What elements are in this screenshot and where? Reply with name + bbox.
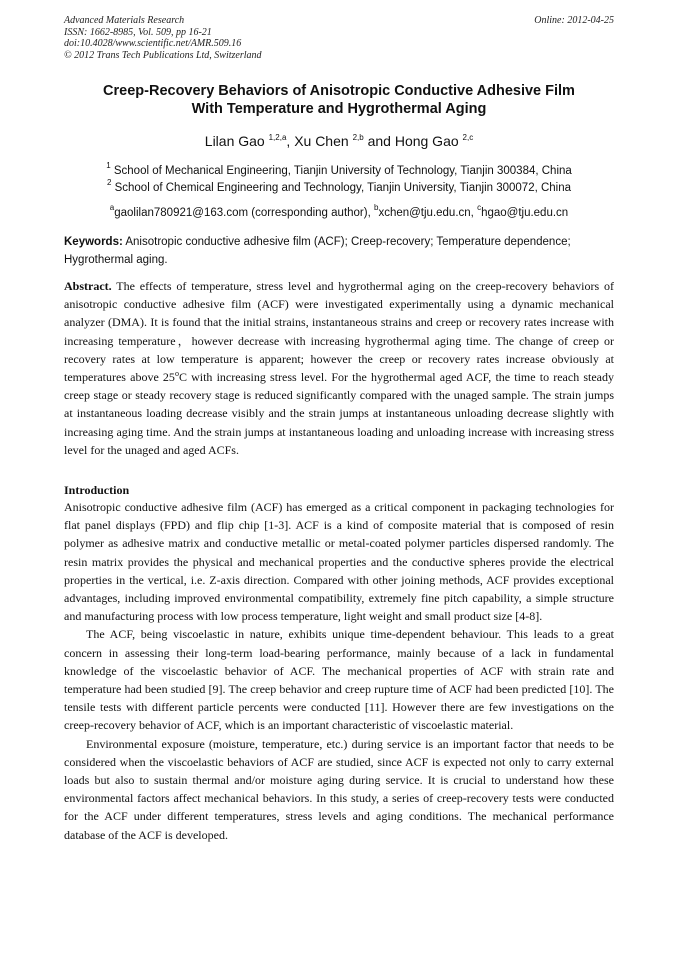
journal-name: Advanced Materials Research <box>64 15 185 26</box>
issn-line: ISSN: 1662-8985, Vol. 509, pp 16-21 <box>64 26 212 38</box>
title-line-2: With Temperature and Hygrothermal Aging <box>191 101 487 117</box>
doi-line: doi:10.4028/www.scientific.net/AMR.509.16 <box>64 38 242 49</box>
title-line-1: Creep-Recovery Behaviors of Anisotropic Conductive Adhesive Film <box>103 83 575 99</box>
keywords-text: Anisotropic conductive adhesive film (ACF); Creep-recovery; Temperature dependence; Hygrothermal aging. <box>64 236 571 266</box>
affiliation-text: School of Chemical Engineering and Technology, Tianjin University, Tianjin 300072, China <box>114 182 572 194</box>
intro-paragraph-2: The ACF, being viscoelastic in nature, exhibits unique time-dependent behaviour. This leads to a great concern in assessing their long-term load-bearing performance, mainly because of a lack in fundamental knowledge of the viscoelastic behavior of ACF. The mechanical properties of ACF with strain rate and temperature had been studied [9]. The creep behavior and creep rupture time of ACF had been predicted [10]. The tensile tests with different particle percents were conducted [11]. However there are few investigations on the creep-recovery behavior of ACF, which is an important characteristic of viscoelastic material. <box>64 627 614 733</box>
affiliation-text: School of Mechanical Engineering, Tianjin University of Technology, Tianjin 300384, China <box>113 165 572 177</box>
affiliation-marker: 1 <box>106 161 111 170</box>
keywords <box>64 233 614 269</box>
degree-superscript: o <box>174 369 179 379</box>
author-emails <box>64 203 614 220</box>
abstract-paragraph <box>64 277 614 459</box>
author-affiliation-marker: 2,b <box>352 133 364 142</box>
author-affiliation-marker: 2,c <box>462 133 474 142</box>
journal-header <box>64 15 614 61</box>
email-text: gaolilan780921@163.com (corresponding author), <box>114 207 374 219</box>
email-text: hgao@tju.edu.cn <box>481 207 569 219</box>
online-date: Online: 2012-04-25 <box>534 15 614 26</box>
email-marker: b <box>373 203 379 212</box>
email-marker: c <box>477 203 482 212</box>
affiliation-marker: 2 <box>106 178 112 187</box>
abstract-label: Abstract. <box>64 279 112 293</box>
author-name: Xu Chen <box>294 133 349 149</box>
author-list <box>64 132 614 150</box>
abstract <box>64 277 614 459</box>
copyright-line: © 2012 Trans Tech Publications Ltd, Switzerland <box>64 49 262 61</box>
email-text: xchen@tju.edu.cn, <box>378 207 478 219</box>
affiliation-2 <box>64 178 614 195</box>
introduction-body <box>64 498 614 844</box>
abstract-text-continued: C with increasing stress level. For the hygrothermal aged ACF, the time to reach steady creep stage or steady recovery stage is reduced significantly compared with the unaged sample. The strain jumps at instantaneous loading decrease visibly and the strain jumps at instantaneous unloading decrease slightly with increasing aging time. And the strain jumps at instantaneous loading and unloading increase with increasing stress level for the unaged and aged ACFs. <box>64 370 614 457</box>
author-separator: , <box>286 133 295 149</box>
affiliation-1 <box>64 161 614 178</box>
intro-paragraph-3: Environmental exposure (moisture, temperature, etc.) during service is an important factor that needs to be considered when the viscoelastic behaviors of ACF are studied, since ACF is expected not only to carry external loads but also to sustain thermal and/or moisture aging during service. It is crucial to understand how these environmental factors affect mechanical behaviors. In this study, a series of creep-recovery tests were conducted for the ACF under different temperatures, stress levels and aging conditions. The mechanical performance database of the ACF is developed. <box>64 736 614 842</box>
keywords-label: Keywords: <box>64 236 123 248</box>
author-name: Hong Gao <box>394 133 459 149</box>
section-heading-introduction: Introduction <box>64 483 130 497</box>
intro-paragraph-1: Anisotropic conductive adhesive film (ACF) has emerged as a critical component in packaging technologies for flat panel displays (FPD) and flip chip [1-3]. ACF is a kind of composite material that is composed of resin polymer as adhesive matrix and conductive metallic or metal-coated polymer particles dispersed randomly. The resin matrix provides the physical and mechanical properties and the conductive spheres provide the electrical properties in the vertical, i.e. Z-axis direction. Compared with other joining methods, ACF provides exceptional advantages, including improved environmental compatibility, extremely fine pitch capability, a simple structure and manufacturing process with low process temperature, light weight and small product size [4-8]. <box>64 500 614 624</box>
email-marker: a <box>109 203 115 212</box>
abstract-text: The effects of temperature, stress level and hygrothermal aging on the creep-recovery behaviors of anisotropic conductive adhesive film (ACF) were investigated experimentally using a dynamic mechanical analyzer (DMA). It is found that the initial strains, instantaneous strains and creep or recovery rates increase with increasing temperature，however decrease with increasing hygrothermal aging time. The change of creep or recovery rates at low temperature is apparent; however the creep or recovery rates increase obviously at temperatures above 25 <box>64 279 614 385</box>
paper-title <box>64 82 614 118</box>
author-name: Lilan Gao <box>204 133 265 149</box>
author-separator: and <box>363 133 395 149</box>
author-affiliation-marker: 1,2,a <box>268 133 287 142</box>
